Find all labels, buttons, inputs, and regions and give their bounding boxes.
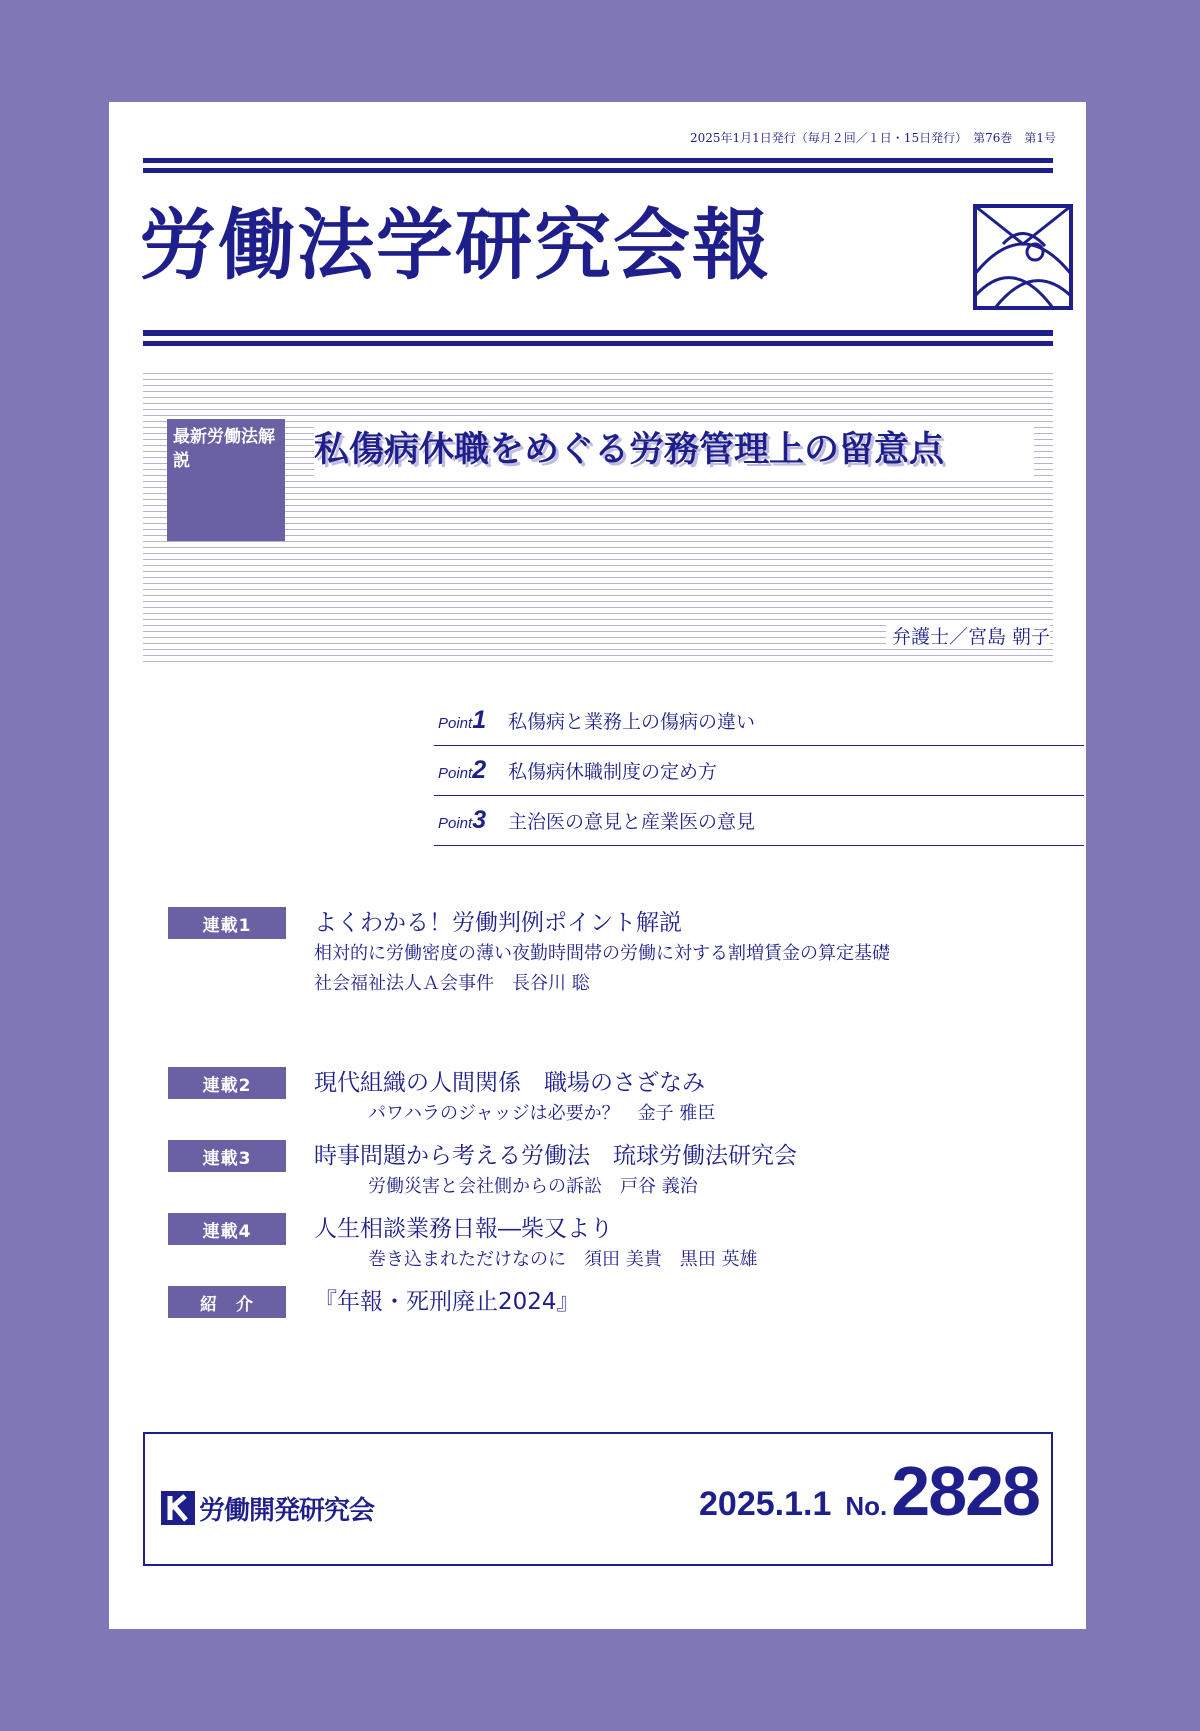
publisher-logo [161,1491,374,1525]
issue-no-label: No. [845,1491,888,1521]
series-label: 連載2 [168,1067,286,1099]
feature-title: 私傷病休職をめぐる労務管理上の留意点 [314,422,1034,478]
feature-author: 弁護士／宮島 朝子 [886,622,1050,649]
series-subline: 労働災害と会社側からの訴訟 戸谷 義治 [368,1176,698,1197]
series-label: 連載3 [168,1140,286,1172]
masthead-top-rule-2 [143,168,1053,173]
series-heading: 人生相談業務日報―柴又より [314,1216,613,1242]
series-heading: よくわかる！労働判例ポイント解説 [314,910,682,936]
series-heading: 現代組織の人間関係 職場のさざなみ [314,1070,705,1096]
series-subline: パワハラのジャッジは必要か？ 金子 雅臣 [368,1103,716,1124]
series-subline: 相対的に労働密度の薄い夜勤時間帯の労働に対する割増賃金の算定基礎 [314,943,890,964]
journal-emblem-icon [973,204,1073,310]
series-heading: 『年報・死刑廃止2024』 [314,1289,580,1315]
point-item [434,796,1084,846]
masthead-title: 労働法学研究会報 [139,202,771,291]
series-label: 連載1 [168,907,286,939]
point-marker: Point1 [438,706,487,734]
feature-points [434,696,1084,846]
masthead-bottom-rule-2 [143,341,1053,346]
point-text: 主治医の意見と産業医の意見 [508,811,756,833]
issue-date-number [699,1452,1039,1530]
footer-box [143,1432,1053,1566]
point-item [434,746,1084,796]
series-subline: 社会福祉法人Ａ会事件 長谷川 聡 [314,973,590,994]
series-label: 連載4 [168,1213,286,1245]
magazine-cover [109,102,1086,1629]
feature-tag: 最新労働法解説 [167,419,285,541]
point-text: 私傷病と業務上の傷病の違い [508,711,756,733]
series-label: 紹 介 [168,1286,286,1318]
point-marker: Point3 [438,806,487,834]
point-marker: Point2 [438,756,487,784]
issue-date: 2025.1.1 [699,1485,832,1523]
point-text: 私傷病休職制度の定め方 [508,761,718,783]
publisher-k-icon [161,1491,195,1525]
series-heading: 時事問題から考える労働法 琉球労働法研究会 [314,1143,797,1169]
masthead-top-rule [143,158,1053,163]
series-subline: 巻き込まれただけなのに 須田 美貴 黒田 英雄 [368,1249,758,1270]
publisher-name: 労働開発研究会 [199,1495,375,1526]
masthead-bottom-rule [143,330,1053,336]
point-item [434,696,1084,746]
issue-number: 2828 [891,1452,1039,1530]
issue-info: 2025年1月1日発行（毎月２回／１日・15日発行） 第76巻 第1号 [690,131,1056,145]
